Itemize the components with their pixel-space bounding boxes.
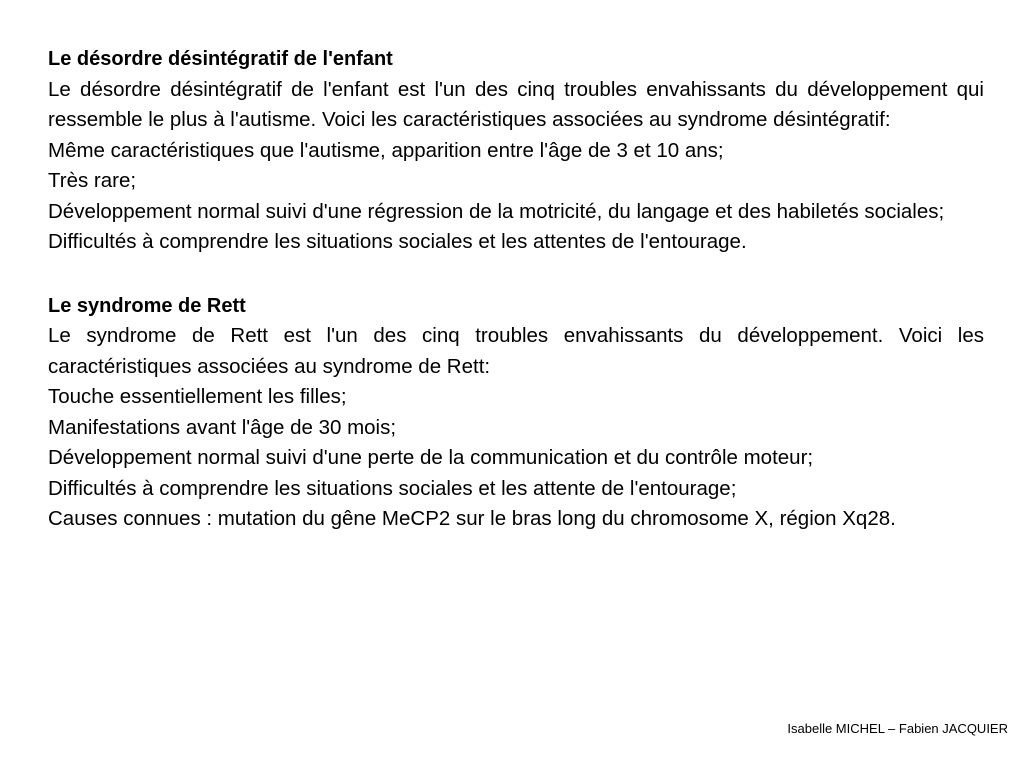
paragraph-line: Même caractéristiques que l'autisme, apparition entre l'âge de 3 et 10 ans;: [48, 138, 724, 162]
paragraph-line: Causes connues : mutation du gêne MeCP2 sur le bras long du chromosome X, région Xq28.: [48, 507, 896, 530]
paragraph-line: Développement normal suivi d'une perte de la communication et du contrôle moteur;: [48, 446, 814, 469]
paragraph-line: Le désordre désintégratif de l'enfant est l'un des cinq troubles envahissants du développement qui ressemble le plus à l'autisme. Voici les caractéristiques associées au syndrome désintégratif:: [48, 77, 984, 131]
paragraph-line: Difficultés à comprendre les situations sociales et les attente de l'entourage;: [48, 476, 737, 500]
paragraph-line: Difficultés à comprendre les situations sociales et les attentes de l'entourage.: [48, 230, 747, 253]
footer-authors: Isabelle MICHEL – Fabien JACQUIER: [787, 721, 1008, 736]
section-heading: Le syndrome de Rett: [48, 294, 246, 317]
paragraph-line: Manifestations avant l'âge de 30 mois;: [48, 415, 397, 439]
paragraph-line: Le syndrome de Rett est l'un des cinq troubles envahissants du développement. Voici les caractéristiques associées au syndrome de Rett:: [48, 324, 984, 378]
slide-content: [48, 44, 984, 535]
section-desordre-desintegratif: [48, 44, 984, 258]
section-syndrome-rett: [48, 291, 984, 535]
paragraph-line: Touche essentiellement les filles;: [48, 385, 347, 408]
paragraph-line: Très rare;: [48, 169, 137, 192]
section-heading: Le désordre désintégratif de l'enfant: [48, 48, 393, 70]
paragraph-line: Développement normal suivi d'une régression de la motricité, du langage et des habiletés sociales;: [48, 199, 945, 223]
